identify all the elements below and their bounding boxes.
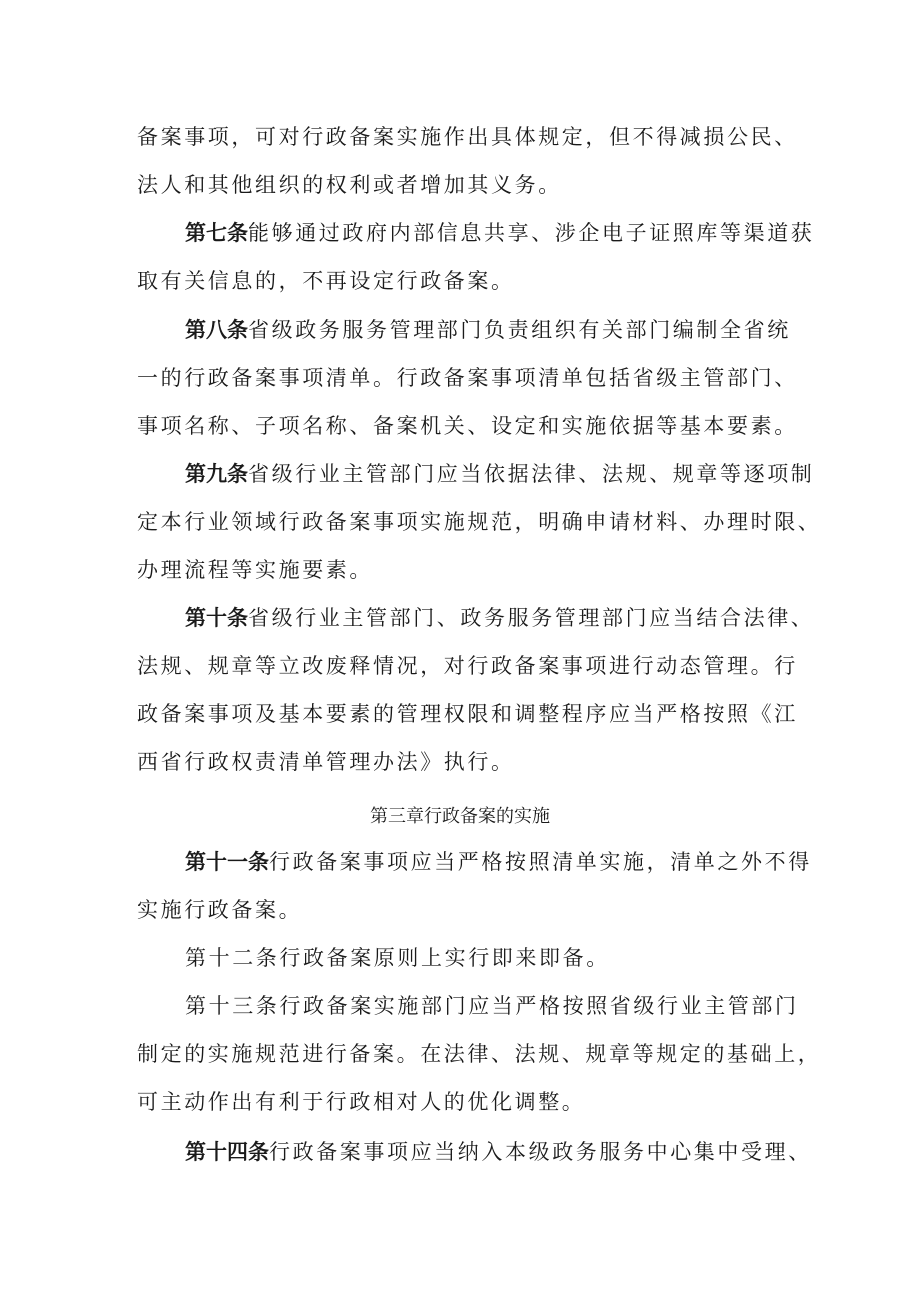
line-text: 制定的实施规范进行备案。在法律、法规、规章等规定的基础上， bbox=[137, 1042, 822, 1066]
line-text: 事项名称、子项名称、备案机关、设定和实施依据等基本要素。 bbox=[137, 414, 798, 438]
line-text: 省级行业主管部门应当依据法律、法规、规章等逐项制 bbox=[248, 462, 815, 486]
paragraph-line bbox=[137, 266, 797, 296]
line-text: 备案事项，可对行政备案实施作出具体规定，但不得减损公民、 bbox=[137, 125, 798, 149]
article-number: 第八条 bbox=[185, 318, 248, 342]
paragraph-line bbox=[185, 218, 815, 248]
paragraph-line bbox=[137, 747, 797, 777]
article-number: 第十四条 bbox=[185, 1140, 269, 1164]
line-text: 取有关信息的，不再设定行政备案。 bbox=[137, 269, 515, 293]
line-text: 可主动作出有利于行政相对人的优化调整。 bbox=[137, 1090, 586, 1114]
paragraph-line bbox=[185, 1137, 812, 1167]
paragraph-line bbox=[185, 991, 797, 1021]
paragraph-line bbox=[137, 699, 797, 729]
paragraph-line bbox=[137, 170, 797, 200]
line-text: 能够通过政府内部信息共享、涉企电子证照库等渠道获 bbox=[248, 221, 815, 245]
line-text: 第十二条行政备案原则上实行即来即备。 bbox=[185, 946, 610, 970]
line-text: 省级政务服务管理部门负责组织有关部门编制全省统 bbox=[248, 318, 791, 342]
line-text: 行政备案事项应当纳入本级政务服务中心集中受理、 bbox=[269, 1140, 812, 1164]
paragraph-line bbox=[137, 122, 797, 152]
line-text: 西省行政权责清单管理办法》执行。 bbox=[137, 750, 515, 774]
line-text: 实施行政备案。 bbox=[137, 898, 303, 922]
paragraph-line bbox=[137, 895, 797, 925]
paragraph-line bbox=[137, 507, 822, 537]
line-text: 法人和其他组织的权利或者增加其义务。 bbox=[137, 173, 562, 197]
paragraph-line bbox=[137, 1087, 797, 1117]
article-number: 第十条 bbox=[185, 606, 248, 630]
paragraph-line bbox=[185, 943, 797, 973]
paragraph-line bbox=[137, 363, 797, 393]
line-text: 政备案事项及基本要素的管理权限和调整程序应当严格按照《江 bbox=[137, 702, 798, 726]
line-text: 行政备案事项应当严格按照清单实施，清单之外不得 bbox=[269, 850, 812, 874]
article-number: 第七条 bbox=[185, 221, 248, 245]
paragraph-line bbox=[137, 1039, 822, 1069]
line-text: 一的行政备案事项清单。行政备案事项清单包括省级主管部门、 bbox=[137, 366, 798, 390]
paragraph-line bbox=[185, 315, 797, 345]
paragraph-line bbox=[185, 459, 815, 489]
line-text: 办理流程等实施要素。 bbox=[137, 558, 373, 582]
paragraph-line bbox=[185, 847, 812, 877]
article-number: 第九条 bbox=[185, 462, 248, 486]
paragraph-line bbox=[137, 555, 797, 585]
chapter-title: 第三章行政备案的实施 bbox=[370, 806, 550, 827]
line-text: 定本行业领域行政备案事项实施规范，明确申请材料、办理时限、 bbox=[137, 510, 822, 534]
line-text: 省级行业主管部门、政务服务管理部门应当结合法律、 bbox=[248, 606, 815, 630]
paragraph-line bbox=[185, 603, 815, 633]
paragraph-line bbox=[137, 651, 797, 681]
line-text: 第十三条行政备案实施部门应当严格按照省级行业主管部门 bbox=[185, 994, 799, 1018]
line-text: 法规、规章等立改废释情况，对行政备案事项进行动态管理。行 bbox=[137, 654, 798, 678]
paragraph-line bbox=[137, 411, 797, 441]
article-number: 第十一条 bbox=[185, 850, 269, 874]
